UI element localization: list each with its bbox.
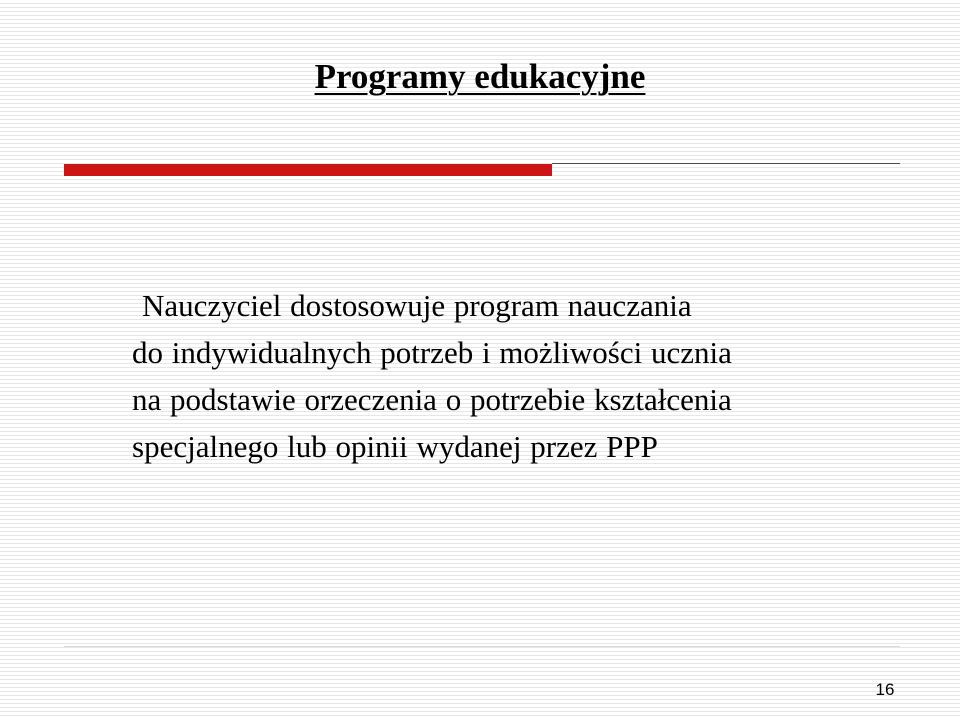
footer-divider xyxy=(64,646,900,647)
body-line-2: do indywidualnych potrzeb i możliwości ucznia xyxy=(132,335,732,370)
body-line-1: Nauczyciel dostosowuje program nauczania xyxy=(142,288,692,323)
slide-body-text xyxy=(132,282,912,470)
slide-title: Programy edukacyjne xyxy=(314,57,646,96)
title-accent-bar xyxy=(64,164,552,176)
page-number: 16 xyxy=(875,680,895,699)
body-line-3: na podstawie orzeczenia o potrzebie kształcenia xyxy=(132,382,732,417)
body-line-4: specjalnego lub opinii wydanej przez PPP xyxy=(132,429,658,464)
title-accent-line xyxy=(552,163,900,164)
